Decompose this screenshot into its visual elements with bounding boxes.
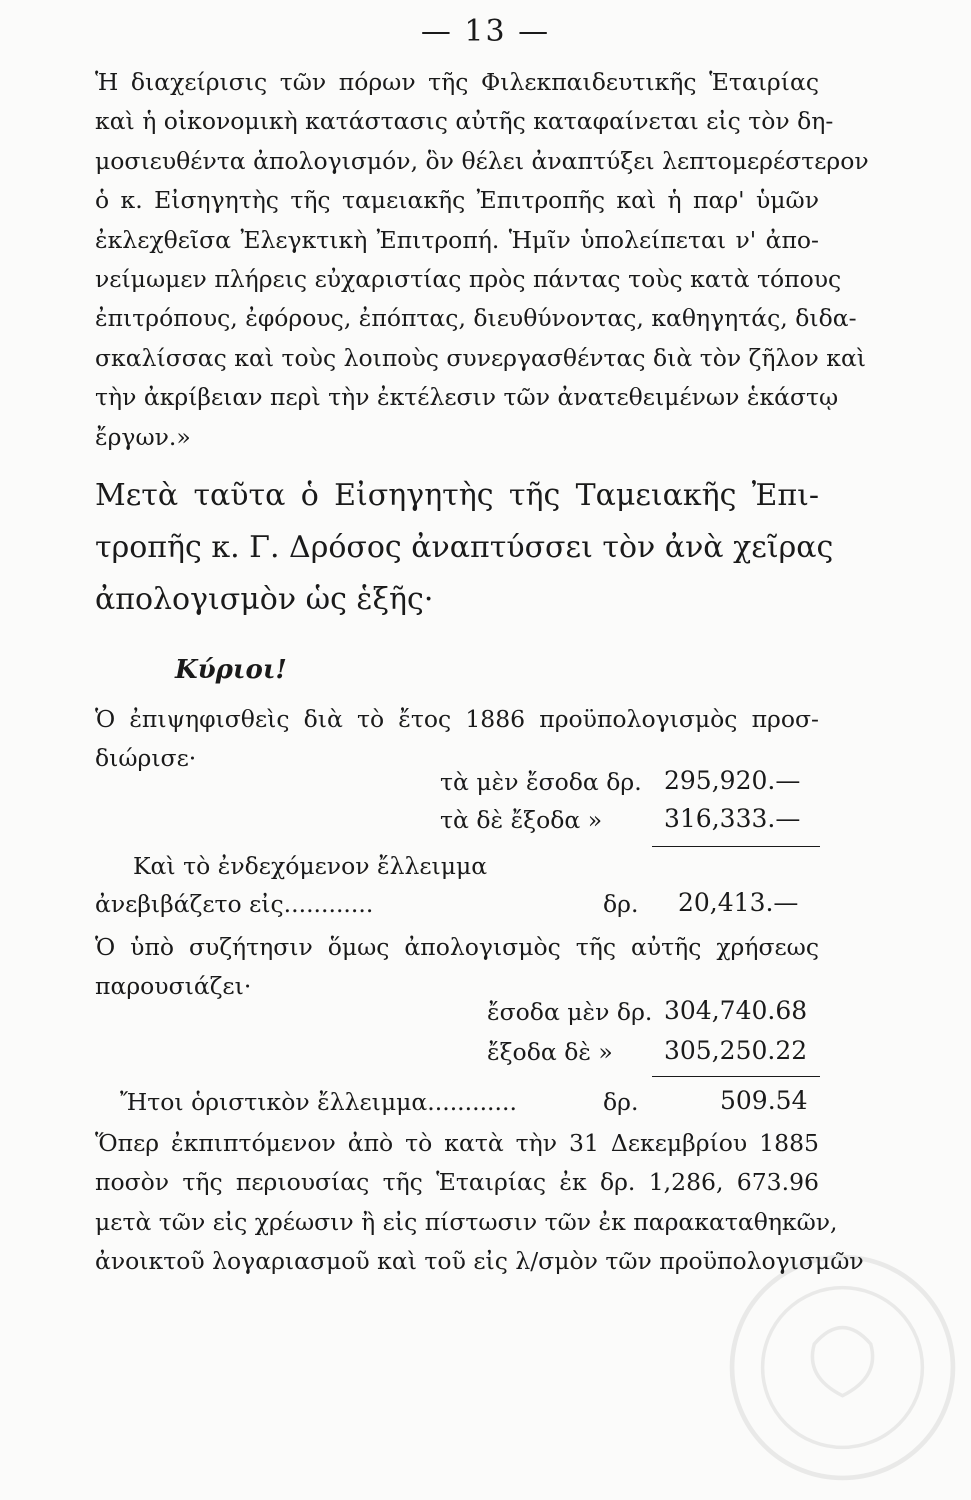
- actual-expense-value: 305,250.22: [664, 1036, 808, 1065]
- text-line: Ὁ ἐπιψηφισθεὶς διὰ τὸ ἔτος 1886 προϋπολογισμὸς προσ-: [95, 705, 819, 733]
- text-line: παρουσιάζει·: [95, 972, 252, 1001]
- paragraph-2: [95, 470, 834, 626]
- paragraph-5: [95, 1124, 864, 1282]
- library-seal-watermark: [725, 1250, 960, 1485]
- budget-income-value: 295,920.—: [664, 766, 801, 795]
- deficit-value: 20,413.—: [678, 888, 799, 917]
- paragraph-1: [95, 63, 869, 457]
- budget-divider: [652, 846, 820, 847]
- deficit-label: ἀνεβιβάζετο εἰς............: [95, 890, 374, 918]
- text-line: ἐπιτρόπους, ἐφόρους, ἐπόπτας, διευθύνοντας, καθηγητάς, διδα-: [95, 304, 857, 333]
- text-line: νείμωμεν πλήρεις εὐχαριστίας πρὸς πάντας τοὺς κατὰ τόπους: [95, 265, 842, 294]
- budget-income-label: τὰ μὲν ἔσοδα δρ.: [440, 768, 642, 796]
- text-line: Ὁ ὑπὸ συζήτησιν ὅμως ἀπολογισμὸς τῆς αὐτῆς χρήσεως: [95, 933, 819, 961]
- deficit-intro: Καὶ τὸ ἐνδεχόμενον ἔλλειμμα: [133, 852, 488, 880]
- text-line: ἔργων.»: [95, 422, 191, 451]
- text-line: ποσὸν τῆς περιουσίας τῆς Ἑταιρίας ἐκ δρ. 1,286, 673.96: [95, 1168, 819, 1197]
- text-line: σκαλίσσας καὶ τοὺς λοιποὺς συνεργασθέντας διὰ τὸν ζῆλον καὶ: [95, 343, 867, 372]
- actual-expense-label: ἔξοδα δὲ »: [487, 1038, 613, 1066]
- text-line: Ἡ διαχείρισις τῶν πόρων τῆς Φιλεκπαιδευτικῆς Ἑταιρίας: [95, 68, 819, 96]
- text-line: μοσιευθέντα ἀπολογισμόν, ὃν θέλει ἀναπτύξει λεπτομερέστερον: [95, 146, 869, 175]
- text-line: τὴν ἀκρίβειαν περὶ τὴν ἐκτέλεσιν τῶν ἀνατεθειμένων ἑκάστῳ: [95, 383, 839, 412]
- text-line: ὁ κ. Εἰσηγητὴς τῆς ταμειακῆς Ἐπιτροπῆς καὶ ἡ παρ' ὑμῶν: [95, 186, 819, 215]
- page-number: — 13 —: [420, 14, 551, 49]
- actual-divider: [652, 1076, 820, 1077]
- text-line: μετὰ τῶν εἰς χρέωσιν ἢ εἰς πίστωσιν τῶν ἐκ παρακαταθηκῶν,: [95, 1207, 838, 1236]
- text-line: διώρισε·: [95, 744, 197, 773]
- budget-expense-value: 316,333.—: [664, 804, 801, 833]
- text-line: ἀνοικτοῦ λογαριασμοῦ καὶ τοῦ εἰς λ/σμὸν τῶν προϋπολογισμῶν: [95, 1247, 864, 1276]
- final-deficit-value: 509.54: [720, 1086, 808, 1115]
- actual-income-value: 304,740.68: [664, 996, 808, 1025]
- text-line: Ὅπερ ἐκπιπτόμενον ἀπὸ τὸ κατὰ τὴν 31 Δεκεμβρίου 1885: [95, 1129, 819, 1157]
- final-deficit-label: Ἤτοι ὁριστικὸν ἔλλειμμα............: [120, 1088, 517, 1116]
- actual-income-label: ἔσοδα μὲν δρ.: [487, 998, 653, 1026]
- text-line: ἀπολογισμὸν ὡς ἑξῆς·: [95, 582, 434, 617]
- paragraph-4: [95, 928, 819, 1007]
- text-line: τροπῆς κ. Γ. Δρόσος ἀναπτύσσει τὸν ἀνὰ χεῖρας: [95, 530, 834, 565]
- final-deficit-currency: δρ.: [603, 1088, 639, 1116]
- text-line: καὶ ἡ οἰκονομικὴ κατάστασις αὐτῆς καταφαίνεται εἰς τὸν δη-: [95, 107, 834, 136]
- deficit-currency: δρ.: [603, 890, 639, 918]
- salutation-heading: Κύριοι!: [175, 655, 287, 685]
- text-line: ἐκλεχθεῖσα Ἐλεγκτικὴ Ἐπιτροπή. Ἡμῖν ὑπολείπεται ν' ἀπο-: [95, 225, 819, 254]
- budget-expense-label: τὰ δὲ ἔξοδα »: [440, 806, 603, 834]
- text-line: Μετὰ ταῦτα ὁ Εἰσηγητὴς τῆς Ταμειακῆς Ἐπι-: [95, 478, 819, 513]
